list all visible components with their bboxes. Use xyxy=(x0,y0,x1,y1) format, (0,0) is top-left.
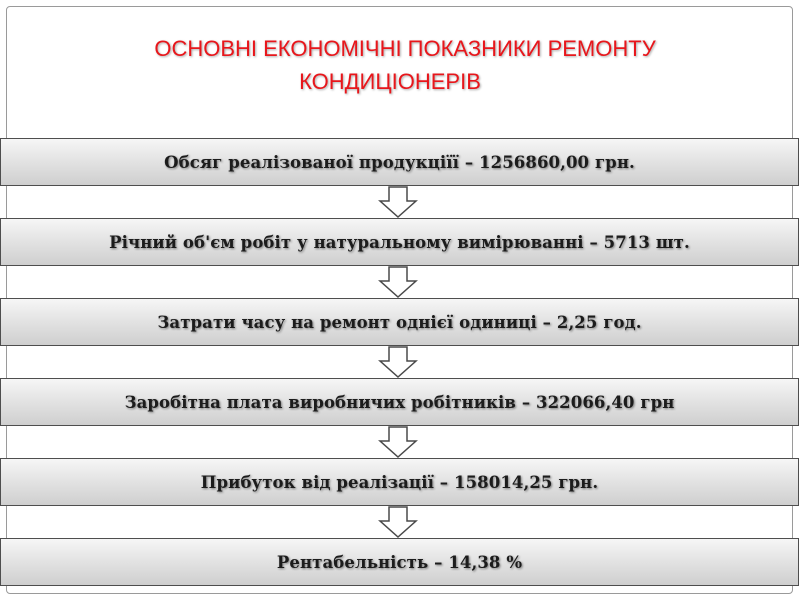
down-arrow-icon xyxy=(378,426,418,460)
down-arrow-icon xyxy=(378,506,418,540)
down-arrow-icon xyxy=(378,266,418,300)
indicator-repair-time xyxy=(0,298,799,346)
indicator-label: Обсяг реалізованої продукціїї – 1256860,00 грн. xyxy=(164,152,635,172)
indicator-label: Затрати часу на ремонт однієї одиниці – 2,25 год. xyxy=(157,312,642,332)
indicator-profit xyxy=(0,458,799,506)
down-arrow-icon xyxy=(378,186,418,220)
indicator-wages xyxy=(0,378,799,426)
indicator-sales-volume xyxy=(0,138,799,186)
indicator-label: Заробітна плата виробничих робітників – 322066,40 грн xyxy=(124,392,675,412)
indicator-label: Річний об'єм робіт у натуральному вимірюванні – 5713 шт. xyxy=(109,232,690,252)
down-arrow-icon xyxy=(378,346,418,380)
indicator-label: Рентабельність – 14,38 % xyxy=(276,552,523,572)
title-line-2: КОНДИЦІОНЕРІВ xyxy=(299,69,481,94)
indicator-annual-volume xyxy=(0,218,799,266)
indicator-label: Прибуток від реалізації – 158014,25 грн. xyxy=(200,472,599,492)
page-title xyxy=(0,32,800,98)
title-line-1: ОСНОВНІ ЕКОНОМІЧНІ ПОКАЗНИКИ РЕМОНТУ xyxy=(154,36,656,61)
indicator-profitability xyxy=(0,538,799,586)
